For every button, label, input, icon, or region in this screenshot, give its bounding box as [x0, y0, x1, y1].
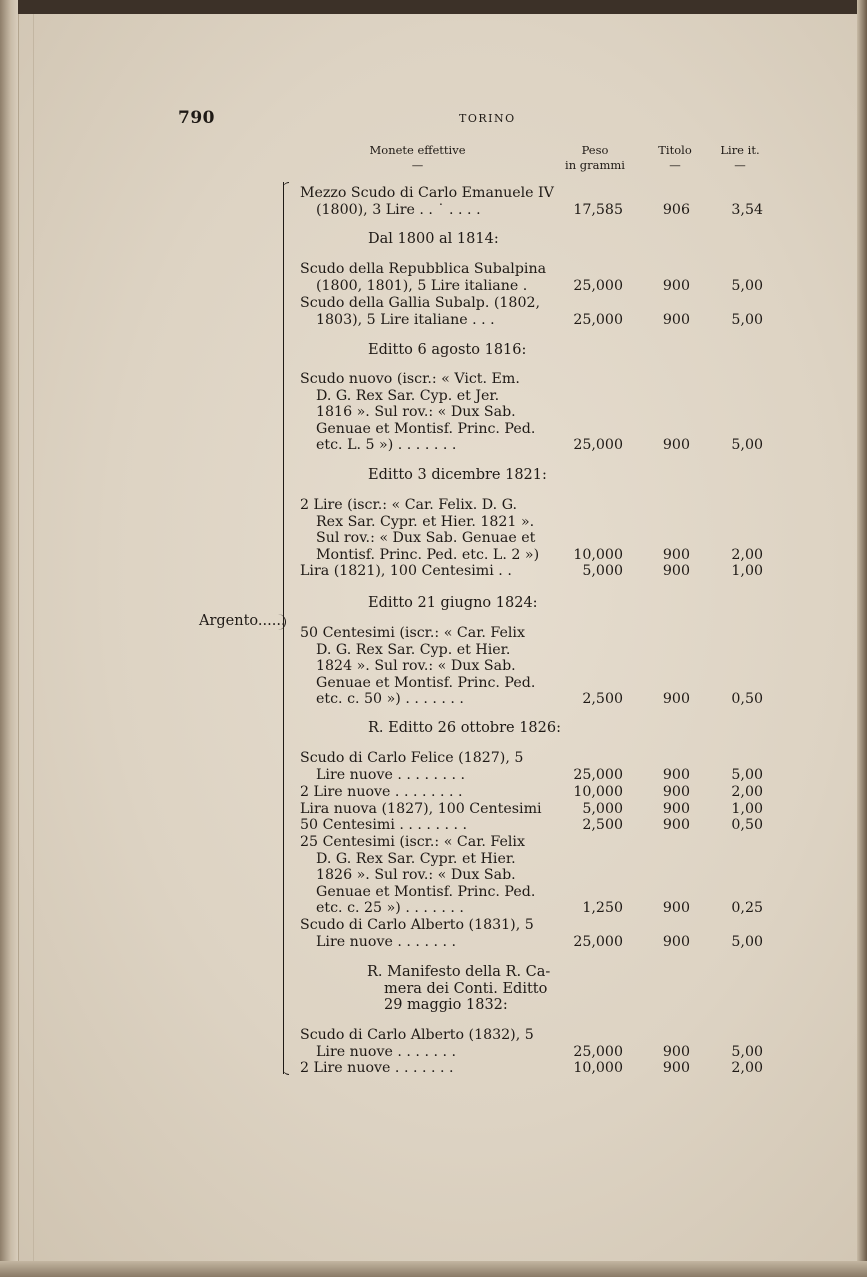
column-header-weight-unit: in grammi [565, 158, 625, 172]
coin-description-line: Scudo di Carlo Alberto (1831), 5 [300, 917, 534, 933]
coin-description-line: Scudo nuovo (iscr.: « Vict. Em. [300, 371, 520, 387]
coin-description-line: Montisf. Princ. Ped. etc. L. 2 ») [316, 546, 540, 563]
coin-description-line: D. G. Rex Sar. Cyp. et Jer. [316, 387, 500, 404]
fineness-cell: 900 [662, 311, 690, 328]
coin-description-line: 2 Lire (iscr.: « Car. Felix. D. G. [300, 497, 518, 513]
weight-cell: 2,500 [582, 817, 623, 833]
weight-cell: 10,000 [573, 1060, 623, 1076]
fineness-cell: 900 [662, 817, 690, 833]
value-cell: 3,54 [731, 201, 763, 218]
coin-description-line: Scudo di Carlo Alberto (1832), 5 [300, 1027, 534, 1043]
coin-description-line: 50 Centesimi . . . . . . . . [300, 817, 468, 833]
running-head: TORINO [459, 112, 516, 125]
weight-cell: 5,000 [582, 801, 623, 817]
value-cell: 5,00 [731, 933, 763, 950]
coin-description-line: D. G. Rex Sar. Cyp. et Hier. [316, 641, 511, 658]
weight-cell: 10,000 [573, 784, 623, 800]
fineness-cell: 900 [662, 1060, 690, 1076]
coin-description-line: Lire nuove . . . . . . . [316, 1043, 457, 1060]
fineness-cell: 900 [662, 1043, 690, 1060]
weight-cell: 25,000 [573, 311, 623, 328]
fineness-cell: 900 [662, 801, 690, 817]
fineness-cell: 900 [662, 277, 690, 294]
coin-description-line: etc. L. 5 ») . . . . . . . [316, 437, 457, 453]
coin-description-line: Mezzo Scudo di Carlo Emanuele IV [300, 185, 554, 201]
coin-description-line: etc. c. 25 ») . . . . . . . [316, 900, 464, 916]
coin-description-line: 1816 ». Sul rov.: « Dux Sab. [316, 404, 516, 420]
column-header-weight-label: Peso [581, 143, 609, 157]
weight-cell: 2,500 [582, 691, 623, 707]
weight-cell: 1,250 [582, 900, 623, 916]
section-heading-line: 29 maggio 1832: [384, 997, 508, 1013]
weight-cell: 5,000 [582, 563, 623, 579]
column-header-value-dash: — [734, 158, 746, 172]
fineness-cell: 900 [662, 784, 690, 800]
weight-cell: 25,000 [573, 277, 623, 294]
coin-description-line: etc. c. 50 ») . . . . . . . [316, 691, 464, 707]
scan-top-edge [0, 0, 867, 14]
binding-left-edge [0, 0, 18, 1277]
coin-description-line: Sul rov.: « Dux Sab. Genuae et [316, 530, 536, 546]
coin-description-line: (1800, 1801), 5 Lire italiane . [316, 277, 528, 294]
page-number: 790 [178, 108, 215, 128]
coin-description-line: Scudo della Gallia Subalp. (1802, [300, 295, 541, 311]
column-header-fineness [645, 143, 705, 173]
value-cell: 1,00 [731, 801, 763, 817]
column-header-value-label: Lire it. [720, 143, 760, 157]
section-heading: Editto 3 dicembre 1821: [368, 467, 547, 483]
section-heading: Dal 1800 al 1814: [368, 231, 499, 247]
column-header-coin-label: Monete effettive [369, 143, 466, 157]
value-cell: 5,00 [731, 766, 763, 783]
weight-cell: 25,000 [573, 766, 623, 783]
group-label: Argento...... [199, 613, 286, 629]
column-header-coin [345, 143, 490, 173]
coin-description-line: Genuae et Montisf. Princ. Ped. [316, 883, 536, 900]
page-stack-edge [18, 14, 34, 1277]
group-brace-top [283, 182, 289, 189]
column-header-fineness-dash: — [669, 158, 681, 172]
coin-description-line: 1803), 5 Lire italiane . . . [316, 311, 495, 328]
fineness-cell: 900 [662, 900, 690, 916]
weight-cell: 10,000 [573, 546, 623, 563]
column-header-value [710, 143, 770, 173]
value-cell: 1,00 [731, 563, 763, 579]
coin-description-line: 25 Centesimi (iscr.: « Car. Felix [300, 834, 525, 850]
value-cell: 5,00 [731, 311, 763, 328]
coin-description-line: Scudo della Repubblica Subalpina [300, 261, 547, 277]
weight-cell: 25,000 [573, 437, 623, 453]
fineness-cell: 900 [662, 437, 690, 453]
section-heading: Editto 6 agosto 1816: [368, 342, 527, 358]
value-cell: 5,00 [731, 277, 763, 294]
coin-description-line: 50 Centesimi (iscr.: « Car. Felix [300, 625, 525, 641]
value-cell: 2,00 [731, 1060, 763, 1076]
fineness-cell: 900 [662, 691, 690, 707]
coin-description-line: D. G. Rex Sar. Cypr. et Hier. [316, 850, 516, 867]
scan-right-edge [857, 0, 867, 1277]
coin-description-line: Scudo di Carlo Felice (1827), 5 [300, 750, 524, 766]
fineness-cell: 906 [662, 201, 690, 218]
section-heading-line: mera dei Conti. Editto [384, 980, 548, 997]
fineness-cell: 900 [662, 766, 690, 783]
scan-bottom-edge [0, 1261, 867, 1277]
section-heading-line: R. Manifesto della R. Ca- [367, 964, 551, 980]
coin-description-line: 2 Lire nuove . . . . . . . . [300, 784, 463, 800]
coin-description-line: Lira nuova (1827), 100 Centesimi [300, 801, 542, 817]
value-cell: 5,00 [731, 437, 763, 453]
fineness-cell: 900 [662, 546, 690, 563]
value-cell: 2,00 [731, 784, 763, 800]
value-cell: 5,00 [731, 1043, 763, 1060]
fineness-cell: 900 [662, 563, 690, 579]
value-cell: 0,50 [731, 817, 763, 833]
weight-cell: 25,000 [573, 1043, 623, 1060]
value-cell: 2,00 [731, 546, 763, 563]
coin-description-line: Lire nuove . . . . . . . . [316, 766, 466, 783]
coin-description-line: Rex Sar. Cypr. et Hier. 1821 ». [316, 513, 535, 530]
coin-description-line: 2 Lire nuove . . . . . . . [300, 1060, 454, 1076]
coin-description-line: Genuae et Montisf. Princ. Ped. [316, 674, 536, 691]
coin-description-line: Lira (1821), 100 Centesimi . . [300, 563, 512, 579]
weight-cell: 17,585 [573, 201, 623, 218]
column-header-weight [555, 143, 635, 173]
coin-description-line: 1826 ». Sul rov.: « Dux Sab. [316, 867, 516, 883]
section-heading: R. Editto 26 ottobre 1826: [368, 720, 561, 736]
weight-cell: 25,000 [573, 933, 623, 950]
value-cell: 0,25 [731, 900, 763, 916]
column-header-fineness-label: Titolo [658, 143, 692, 157]
coin-description-line: Genuae et Montisf. Princ. Ped. [316, 420, 536, 437]
section-heading: Editto 21 giugno 1824: [368, 595, 538, 611]
column-header-coin-dash: — [411, 158, 424, 172]
coin-description-line: (1800), 3 Lire . . ˙ . . . . [316, 201, 481, 218]
fineness-cell: 900 [662, 933, 690, 950]
coin-description-line: Lire nuove . . . . . . . [316, 933, 457, 950]
value-cell: 0,50 [731, 691, 763, 707]
coin-description-line: 1824 ». Sul rov.: « Dux Sab. [316, 658, 516, 674]
